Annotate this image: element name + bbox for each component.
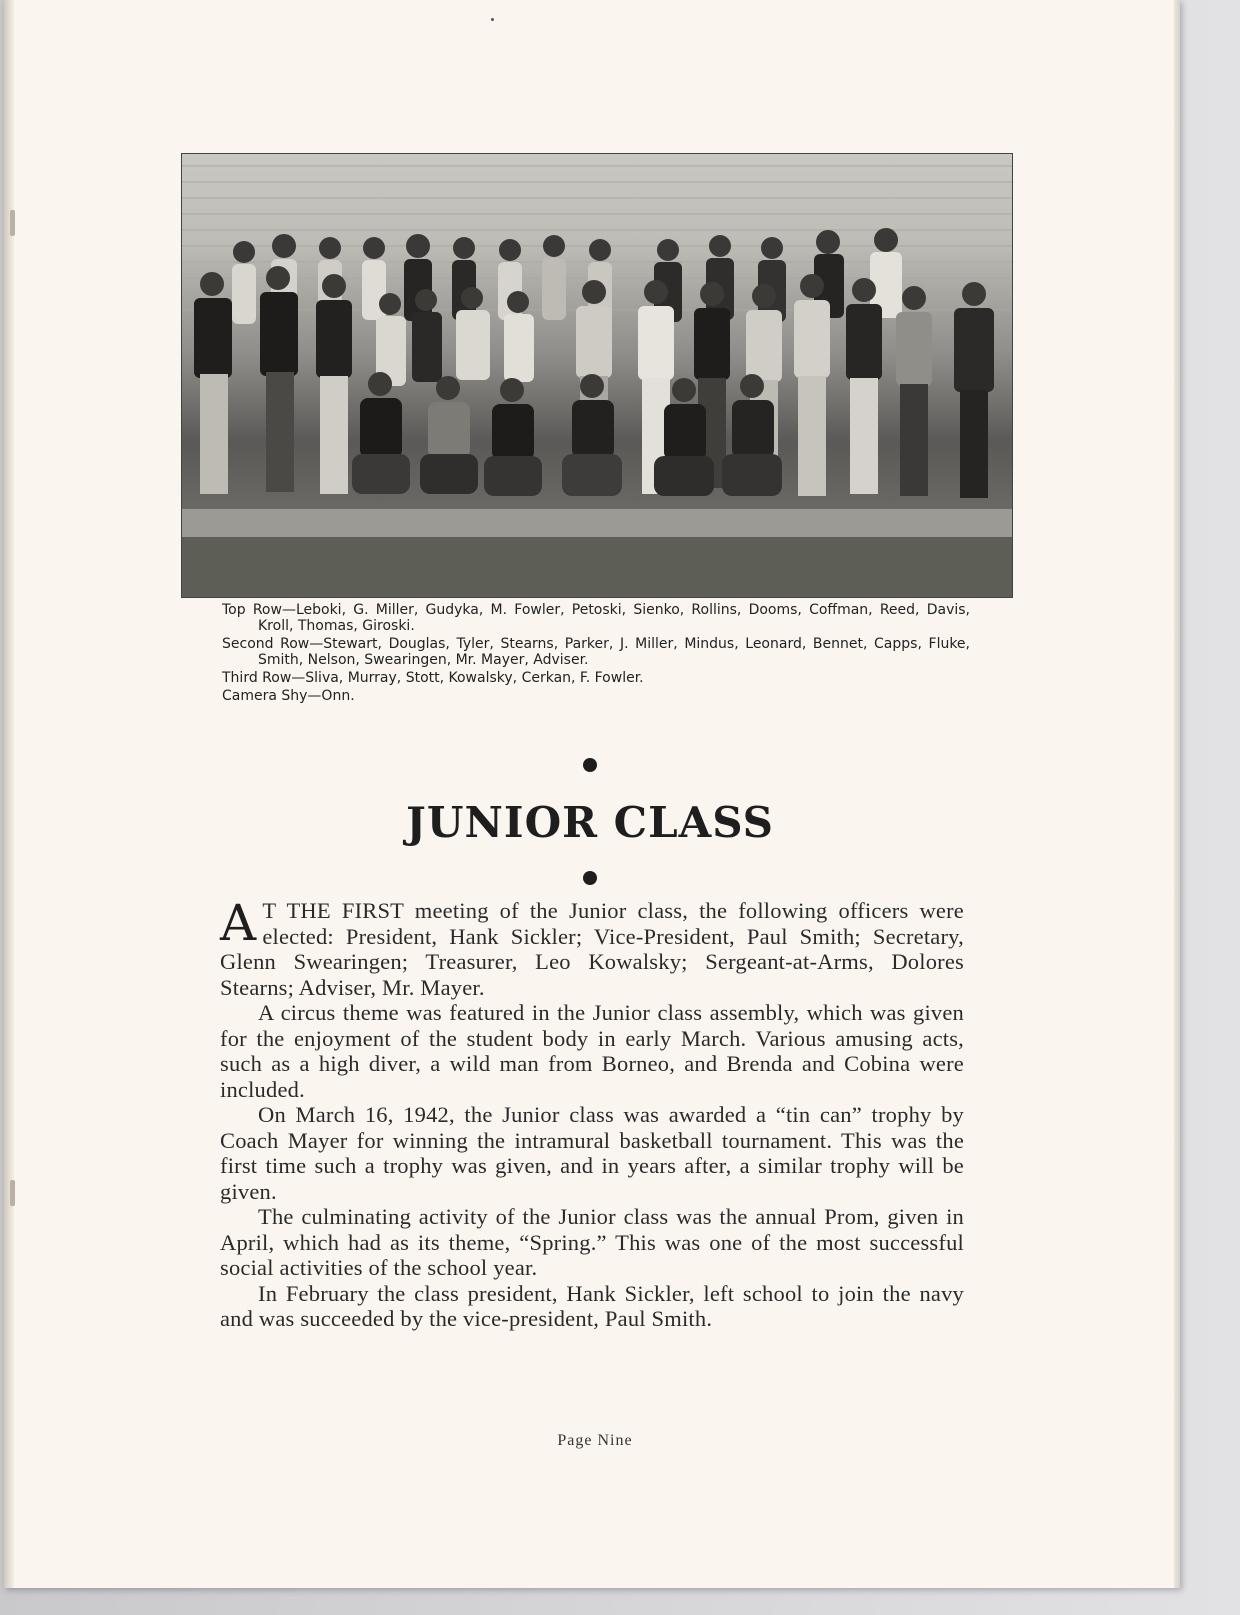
photo-caption (222, 602, 970, 706)
ornament-bullet (583, 871, 597, 885)
page-edge (1174, 0, 1180, 1588)
caption-top-row: Top Row—Leboki, G. Miller, Gudyka, M. Fowler, Petoski, Sienko, Rollins, Dooms, Coffman, Reed, Davis, Kroll, Thomas, Giroski. (222, 602, 970, 634)
paragraph-prom: The culminating activity of the Junior class was the annual Prom, given in April, which had as its theme, “Spring.” This was one of the most successful social activities of the school year. (220, 1204, 964, 1280)
article-body (220, 894, 964, 1332)
paragraph-officers (220, 894, 964, 1000)
class-group-photo (181, 153, 1013, 598)
paragraph-officers-text: T THE FIRST meeting of the Junior class, the following officers were elected: President, Hank Sickler; Vice-President, Paul Smith; Secretary, Glenn Swearingen; Treasurer, Leo Kowalsky; Sergeant-at-Arms, Dolores Stearns; Adviser, Mr. Mayer. (220, 898, 964, 1000)
grass (182, 537, 1012, 597)
caption-third-row: Third Row—Sliva, Murray, Stott, Kowalsky, Cerkan, F. Fowler. (222, 670, 644, 686)
caption-camera-shy: Camera Shy—Onn. (222, 688, 355, 704)
paragraph-president: In February the class president, Hank Sickler, left school to join the navy and was succeeded by the vice-president, Paul Smith. (220, 1280, 964, 1331)
page-binding (4, 0, 14, 1588)
speck (491, 18, 494, 21)
paragraph-trophy: On March 16, 1942, the Junior class was awarded a “tin can” trophy by Coach Mayer for winning the intramural basketball tournament. This was the first time such a trophy was given, and in years after, a similar trophy will be given. (220, 1102, 964, 1204)
ornament-bullet (583, 758, 597, 772)
staple-mark (10, 210, 15, 236)
page-number: Page Nine (557, 1432, 633, 1449)
staple-mark (10, 1180, 15, 1206)
photo-illustration (182, 154, 1012, 597)
caption-second-row: Second Row—Stewart, Douglas, Tyler, Stearns, Parker, J. Miller, Mindus, Leonard, Bennet, Capps, Fluke, Smith, Nelson, Swearingen, Mr. Mayer, Adviser. (222, 636, 970, 668)
page-title: JUNIOR CLASS (406, 798, 774, 847)
drop-cap: A (220, 894, 257, 952)
sidewalk (182, 509, 1012, 537)
paragraph-assembly: A circus theme was featured in the Junior class assembly, which was given for the enjoyment of the student body in early March. Various amusing acts, such as a high diver, a wild man from Borneo, and Brenda and Cobina were included. (220, 1000, 964, 1102)
